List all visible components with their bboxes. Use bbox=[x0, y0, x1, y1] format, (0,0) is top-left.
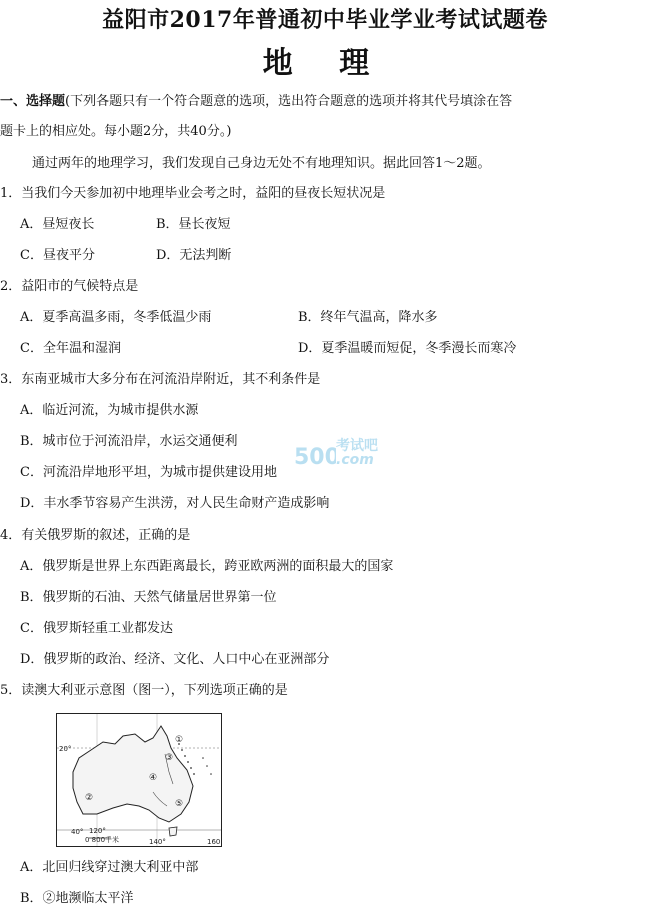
question-2-option-a: A．夏季高温多雨，冬季低温少雨 bbox=[20, 310, 212, 325]
map-marker-4: ④ bbox=[149, 773, 158, 783]
question-2-stem: 2．益阳市的气候特点是 bbox=[0, 279, 139, 294]
question-1-option-a: A．昼短夜长 bbox=[20, 217, 95, 232]
question-3-stem: 3．东南亚城市大多分布在河流沿岸附近，其不利条件是 bbox=[0, 372, 321, 387]
watermark-cn: 考试吧 bbox=[336, 438, 378, 454]
question-1-stem: 1．当我们今天参加初中地理毕业会考之时，益阳的昼夜长短状况是 bbox=[0, 186, 386, 201]
section-instructions-1: (下列各题只有一个符合题意的选项，选出符合题意的选项并将其代号填涂在答 bbox=[65, 94, 513, 109]
question-5-stem: 5．读澳大利亚示意图（图一），下列选项正确的是 bbox=[0, 683, 288, 698]
section-heading-line bbox=[0, 94, 512, 110]
question-2-option-d: D．夏季温暖而短促，冬季漫长而寒冷 bbox=[298, 341, 517, 356]
map-marker-1: ① bbox=[175, 735, 184, 745]
question-3-option-a: A．临近河流，为城市提供水源 bbox=[20, 403, 199, 418]
question-3-option-c: C．河流沿岸地形平坦，为城市提供建设用地 bbox=[20, 465, 277, 480]
question-4-option-a: A．俄罗斯是世界上东西距离最长，跨亚欧两洲的面积最大的国家 bbox=[20, 559, 394, 574]
question-3-option-d: D．丰水季节容易产生洪涝，对人民生命财产造成影响 bbox=[20, 496, 330, 511]
latitude-40-label: 40° bbox=[71, 828, 84, 836]
longitude-120-label: 120° bbox=[89, 827, 106, 835]
watermark-logo bbox=[292, 434, 392, 480]
question-3-option-b: B．城市位于河流沿岸，水运交通便利 bbox=[20, 434, 238, 449]
question-5-option-a: A．北回归线穿过澳大利亚中部 bbox=[20, 860, 199, 875]
longitude-140-label: 140° bbox=[149, 838, 166, 846]
question-1-option-c: C．昼夜平分 bbox=[20, 248, 95, 263]
australia-map-graphic bbox=[57, 714, 221, 846]
question-1-option-d: D．无法判断 bbox=[156, 248, 232, 263]
subject-title: 地 理 bbox=[262, 46, 388, 81]
watermark-500-graphic bbox=[292, 434, 336, 474]
question-2-option-c: C．全年温和湿润 bbox=[20, 341, 121, 356]
question-5-option-b: B．②地濒临太平洋 bbox=[20, 891, 134, 906]
section-intro: 通过两年的地理学习，我们发现自己身边无处不有地理知识。据此回答1～2题。 bbox=[32, 156, 491, 171]
question-1-option-b: B．昼长夜短 bbox=[156, 217, 231, 232]
watermark-number: 500 bbox=[294, 445, 336, 470]
exam-title: 益阳市2017年普通初中毕业学业考试试题卷 bbox=[102, 7, 548, 33]
question-4-option-d: D．俄罗斯的政治、经济、文化、人口中心在亚洲部分 bbox=[20, 652, 330, 667]
question-2-option-b: B．终年气温高，降水多 bbox=[298, 310, 438, 325]
map-marker-3: ③ bbox=[165, 753, 174, 763]
map-scale-label: 0 800千米 bbox=[85, 836, 120, 844]
section-heading: 一、选择题 bbox=[0, 94, 66, 109]
australia-map-figure bbox=[56, 713, 222, 847]
section-instructions-2: 题卡上的相应处。每小题2分，共40分。) bbox=[0, 124, 232, 139]
longitude-160-label: 160 bbox=[207, 838, 221, 846]
map-marker-2: ② bbox=[85, 793, 94, 803]
map-marker-5: ⑤ bbox=[175, 799, 184, 809]
question-4-stem: 4．有关俄罗斯的叙述，正确的是 bbox=[0, 528, 191, 543]
question-4-option-c: C．俄罗斯轻重工业都发达 bbox=[20, 621, 173, 636]
question-4-option-b: B．俄罗斯的石油、天然气储量居世界第一位 bbox=[20, 590, 277, 605]
latitude-20-label: 20° bbox=[59, 745, 72, 753]
watermark-dotcom: .com bbox=[336, 452, 374, 468]
